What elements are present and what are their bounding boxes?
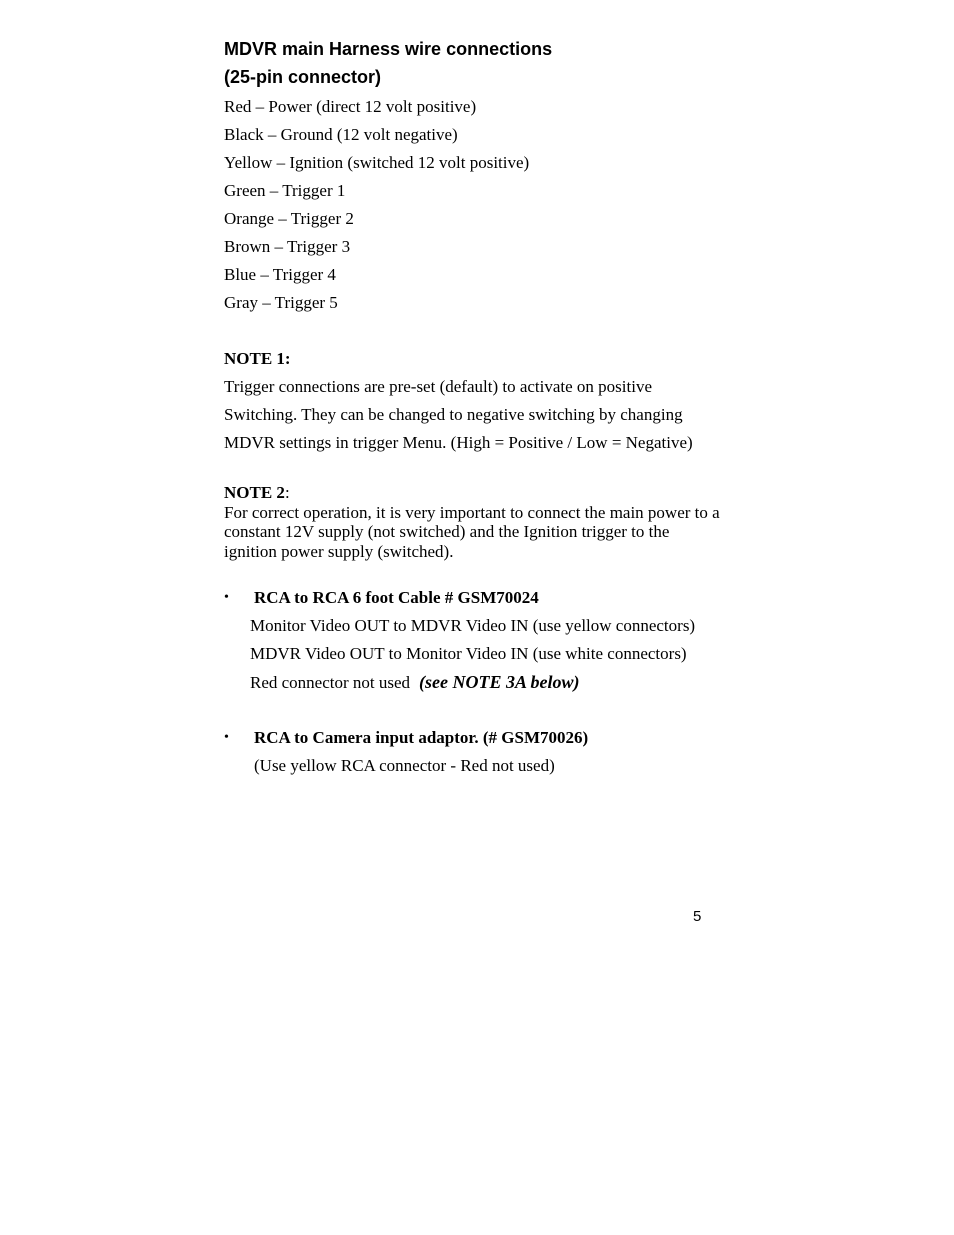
note1-line: Trigger connections are pre-set (default) to activate on positive [224,377,653,396]
note2-line: For correct operation, it is very important to connect the main power to a [224,503,720,522]
bullet-line: MDVR Video OUT to Monitor Video IN (use white connectors) [250,644,687,663]
bullet-title-rca-cable: RCA to RCA 6 foot Cable # GSM70024 [254,588,539,607]
page-number: 5 [693,908,702,925]
note1-title: NOTE 1: [224,349,291,368]
wire-gray: Gray – Trigger 5 [224,293,338,312]
bullet-symbol: • [224,590,229,605]
wire-brown: Brown – Trigger 3 [224,237,351,256]
wire-green: Green – Trigger 1 [224,181,346,200]
note1-line: MDVR settings in trigger Menu. (High = Positive / Low = Negative) [224,433,693,452]
note2-colon: : [284,483,290,502]
wire-red: Red – Power (direct 12 volt positive) [224,97,477,116]
bullet-line-red-connector [250,672,580,693]
note2-title-row [224,483,290,503]
bullet-symbol: • [224,730,229,745]
wire-blue: Blue – Trigger 4 [224,265,336,284]
wire-yellow: Yellow – Ignition (switched 12 volt positive) [224,153,530,172]
note2-line: constant 12V supply (not switched) and the Ignition trigger to the [224,522,670,541]
note2-title: NOTE 2 [224,483,285,502]
note1-line: Switching. They can be changed to negative switching by changing [224,405,683,424]
wire-orange: Orange – Trigger 2 [224,209,354,228]
wire-black: Black – Ground (12 volt negative) [224,125,458,144]
see-note-3a: (see NOTE 3A below) [419,672,580,692]
bullet-line: Monitor Video OUT to MDVR Video IN (use yellow connectors) [250,616,696,635]
bullet-title-camera-adaptor: RCA to Camera input adaptor. (# GSM70026) [254,728,589,747]
bullet-line: Red connector not used [250,673,411,692]
heading-line-1: MDVR main Harness wire connections [224,39,553,59]
bullet-line: (Use yellow RCA connector - Red not used) [254,756,555,775]
note2-line: ignition power supply (switched). [224,542,454,561]
heading-line-2: (25-pin connector) [224,67,382,87]
